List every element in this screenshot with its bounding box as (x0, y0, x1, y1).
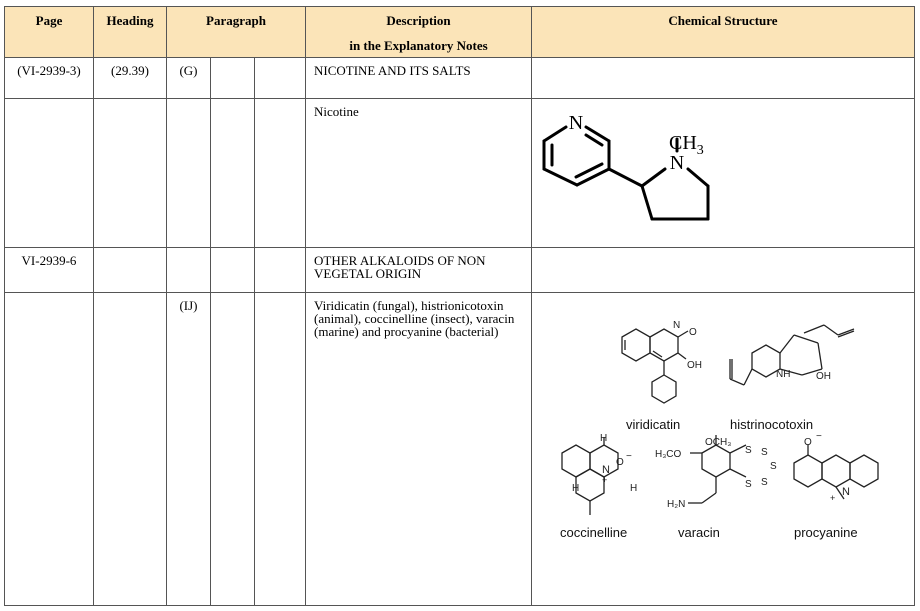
varacin-label: varacin (678, 525, 720, 540)
svg-text:H₂N: H₂N (667, 499, 686, 510)
table-cell (210, 292, 255, 606)
table-cell: Viridicatin (fungal), histrionicotoxin (animal), coccinelline (insect), varacin (marine) and procyanine (bacterial) (305, 292, 532, 606)
svg-text:O: O (616, 457, 624, 468)
svg-text:+: + (830, 493, 836, 503)
table-cell (210, 57, 255, 99)
svg-text:O: O (689, 327, 697, 338)
coccinelline-label: coccinelline (560, 525, 628, 540)
table-cell (93, 292, 167, 606)
nicotine-pyrrolidine-n: N (669, 152, 685, 174)
svg-text:OH: OH (687, 360, 702, 371)
svg-text:O: O (804, 437, 812, 448)
header-heading: Heading (93, 6, 167, 58)
table-cell (531, 57, 915, 99)
svg-text:S: S (745, 479, 752, 490)
svg-text:S: S (761, 477, 768, 488)
table-cell (254, 247, 306, 293)
svg-text:−: − (626, 451, 632, 462)
table-cell (93, 247, 167, 293)
svg-text:N: N (842, 486, 850, 498)
header-page: Page (4, 6, 94, 58)
table-cell (210, 247, 255, 293)
histrionicotoxin-label: histrinocotoxin (730, 417, 814, 432)
svg-text:S: S (770, 461, 777, 472)
alkaloid-structures-cell (531, 292, 915, 606)
svg-text:H: H (630, 483, 638, 494)
table-cell (93, 98, 167, 248)
viridicatin-label: viridicatin (626, 417, 681, 432)
nicotine-methyl: $CH_3$ (669, 132, 704, 158)
svg-text:N: N (673, 320, 681, 331)
table-row: VI-2939-6 (4, 247, 94, 293)
header-description: Description in the Explanatory Notes (305, 6, 532, 58)
table-cell (254, 98, 306, 248)
svg-text:OCH₃: OCH₃ (705, 437, 732, 448)
procyanine-label: procyanine (794, 525, 858, 540)
svg-text:OH: OH (816, 371, 831, 382)
table-cell (166, 98, 211, 248)
svg-text:H: H (572, 483, 580, 494)
svg-text:−: − (816, 431, 822, 442)
svg-text:+: + (602, 475, 608, 485)
table-cell (210, 98, 255, 248)
header-paragraph: Paragraph (166, 6, 306, 58)
svg-text:S: S (761, 447, 768, 458)
table-cell: NICOTINE AND ITS SALTS (305, 57, 532, 99)
nicotine-structure (532, 99, 916, 249)
svg-text:N: N (602, 464, 610, 476)
svg-text:S: S (745, 445, 752, 456)
table-cell: OTHER ALKALOIDS OF NON VEGETAL ORIGIN (305, 247, 532, 293)
viridicatin-structure (622, 329, 688, 403)
explanatory-notes-table (4, 6, 915, 606)
svg-text:H₃CO: H₃CO (655, 449, 682, 460)
table-cell (254, 292, 306, 606)
table-cell (254, 57, 306, 99)
header-chemical-structure: Chemical Structure (531, 6, 915, 58)
procyanine-structure (794, 445, 878, 499)
table-row: (VI-2939-3) (4, 57, 94, 99)
table-cell: Nicotine (305, 98, 532, 248)
svg-text:NH: NH (776, 369, 791, 380)
histrionicotoxin-structure (730, 325, 854, 385)
coccinelline-structure (562, 437, 618, 515)
table-row (4, 98, 94, 248)
nicotine-pyridine-n: N (568, 112, 584, 134)
svg-text:H: H (600, 433, 608, 444)
nicotine-structure-cell (531, 98, 915, 248)
table-cell: (29.39) (93, 57, 167, 99)
alkaloid-structures (532, 293, 916, 607)
table-row (4, 292, 94, 606)
table-cell (166, 247, 211, 293)
table-cell: (G) (166, 57, 211, 99)
table-cell: (IJ) (166, 292, 211, 606)
table-cell (531, 247, 915, 293)
